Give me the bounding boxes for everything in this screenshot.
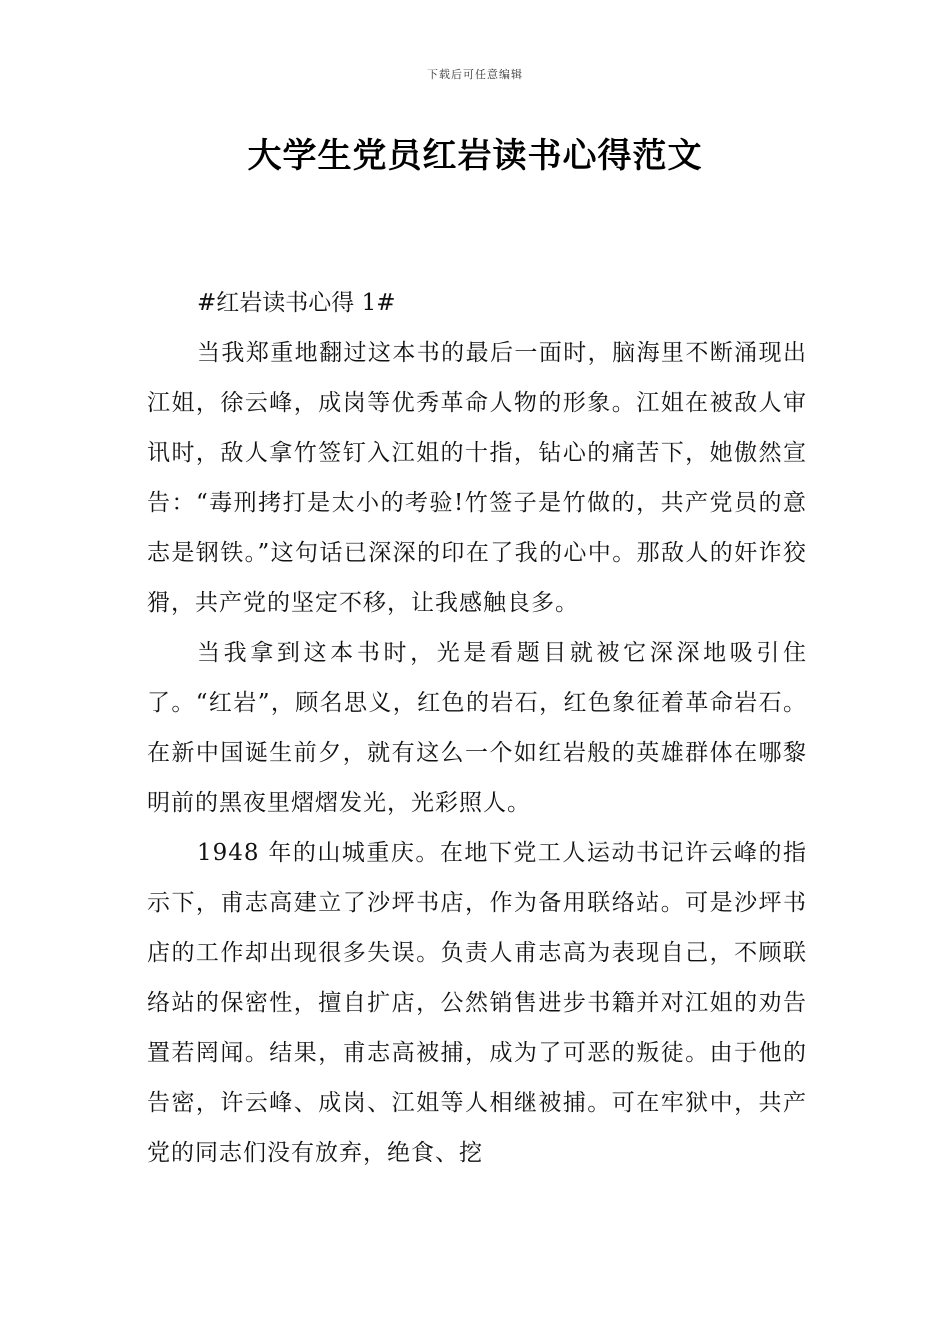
paragraph-1: 当我郑重地翻过这本书的最后一面时，脑海里不断涌现出江姐，徐云峰，成岗等优秀革命人物的形象。江姐在被敌人审讯时，敌人拿竹签钉入江姐的十指，钻心的痛苦下，她傲然宣告：“毒刑拷打是太小的考验!竹签子是竹做的，共产党员的意志是钢铁。”这句话已深深的印在了我的心中。那敌人的奸诈狡猾，共产党的坚定不移，让我感触良多。	[147, 340, 807, 616]
body-text	[147, 278, 807, 1178]
paragraph-2: 当我拿到这本书时，光是看题目就被它深深地吸引住了。“红岩”，顾名思义，红色的岩石，红色象征着革命岩石。在新中国诞生前夕，就有这么一个如红岩般的英雄群体在哪黎明前的黑夜里熠熠发光，光彩照人。	[147, 640, 807, 816]
paragraph-3: 1948 年的山城重庆。在地下党工人运动书记许云峰的指示下，甫志高建立了沙坪书店，作为备用联络站。可是沙坪书店的工作却出现很多失误。负责人甫志高为表现自己，不顾联络站的保密性，擅自扩店，公然销售进步书籍并对江姐的劝告置若罔闻。结果，甫志高被捕，成为了可恶的叛徒。由于他的告密，许云峰、成岗、江姐等人相继被捕。可在牢狱中，共产党的同志们没有放弃，绝食、挖	[147, 840, 807, 1166]
document-title: 大学生党员红岩读书心得范文	[247, 136, 703, 176]
section-heading: #红岩读书心得 1#	[197, 290, 396, 316]
header-note: 下载后可任意编辑	[427, 68, 523, 81]
